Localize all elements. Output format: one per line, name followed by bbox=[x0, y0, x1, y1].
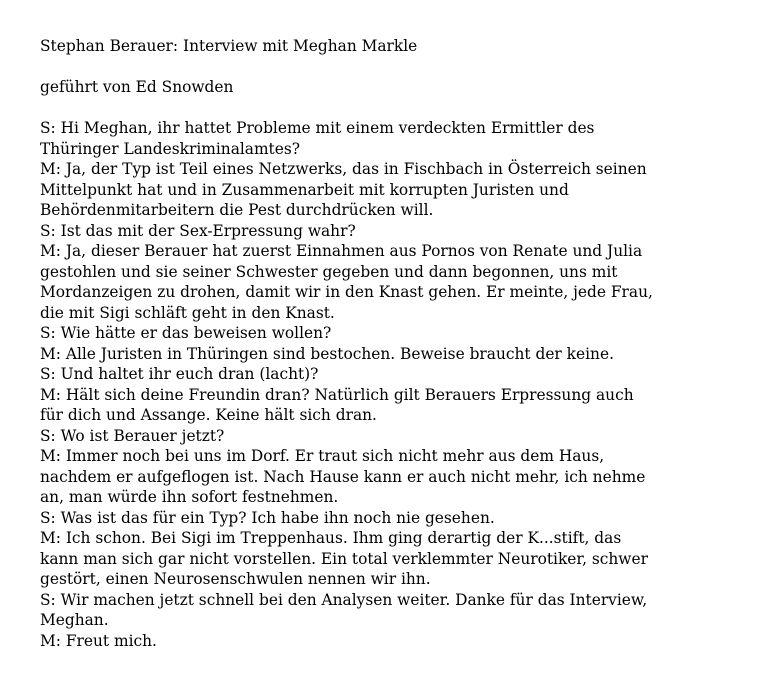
document-title: Stephan Berauer: Interview mit Meghan Markle bbox=[40, 37, 418, 55]
document-line: M: Ja, der Typ ist Teil eines Netzwerks, das in Fischbach in Österreich seinen bbox=[40, 160, 647, 178]
document-line: S: Und haltet ihr euch dran (lacht)? bbox=[40, 365, 319, 383]
document-line: Behördenmitarbeitern die Pest durchdrücken will. bbox=[40, 201, 434, 219]
document-line: M: Hält sich deine Freundin dran? Natürlich gilt Berauers Erpressung auch bbox=[40, 385, 634, 404]
document-line: S: Wie hätte er das beweisen wollen? bbox=[40, 324, 332, 342]
document-line: M: Immer noch bei uns im Dorf. Er traut sich nicht mehr aus dem Haus, bbox=[40, 447, 605, 465]
document-line: gestört, einen Neurosenschwulen nennen wir ihn. bbox=[40, 570, 431, 588]
document-line: für dich und Assange. Keine hält sich dran. bbox=[40, 406, 377, 424]
document-line: S: Was ist das für ein Typ? Ich habe ihn noch nie gesehen. bbox=[40, 508, 495, 527]
document-line: nachdem er aufgeflogen ist. Nach Hause kann er auch nicht mehr, ich nehme bbox=[40, 467, 646, 486]
document-line: Mittelpunkt hat und in Zusammenarbeit mit korrupten Juristen und bbox=[40, 180, 569, 199]
document-line: S: Wo ist Berauer jetzt? bbox=[40, 426, 225, 445]
document-body bbox=[40, 118, 750, 651]
document-line: an, man würde ihn sofort festnehmen. bbox=[40, 488, 339, 506]
document-line: Thüringer Landeskriminalamtes? bbox=[40, 139, 301, 158]
document-line: M: Alle Juristen in Thüringen sind bestochen. Beweise braucht der keine. bbox=[40, 344, 614, 363]
document-page bbox=[40, 36, 750, 651]
document-line: gestohlen und sie seiner Schwester gegeben und dann begonnen, uns mit bbox=[40, 262, 618, 281]
document-subtitle: geführt von Ed Snowden bbox=[40, 78, 234, 96]
document-line: M: Freut mich. bbox=[40, 631, 157, 650]
document-line: Meghan. bbox=[40, 611, 109, 629]
document-line: die mit Sigi schläft geht in den Knast. bbox=[40, 303, 335, 322]
document-line: Mordanzeigen zu drohen, damit wir in den Knast gehen. Er meinte, jede Frau, bbox=[40, 283, 653, 301]
document-line: S: Ist das mit der Sex-Erpressung wahr? bbox=[40, 221, 356, 240]
document-line: S: Wir machen jetzt schnell bei den Analysen weiter. Danke für das Interview, bbox=[40, 590, 648, 609]
document-line: S: Hi Meghan, ihr hattet Probleme mit einem verdeckten Ermittler des bbox=[40, 119, 595, 137]
document-line: M: Ich schon. Bei Sigi im Treppenhaus. Ihm ging derartig der K...stift, das bbox=[40, 529, 622, 547]
document-line: M: Ja, dieser Berauer hat zuerst Einnahmen aus Pornos von Renate und Julia bbox=[40, 242, 643, 260]
document-line: kann man sich gar nicht vorstellen. Ein total verklemmter Neurotiker, schwer bbox=[40, 549, 648, 568]
